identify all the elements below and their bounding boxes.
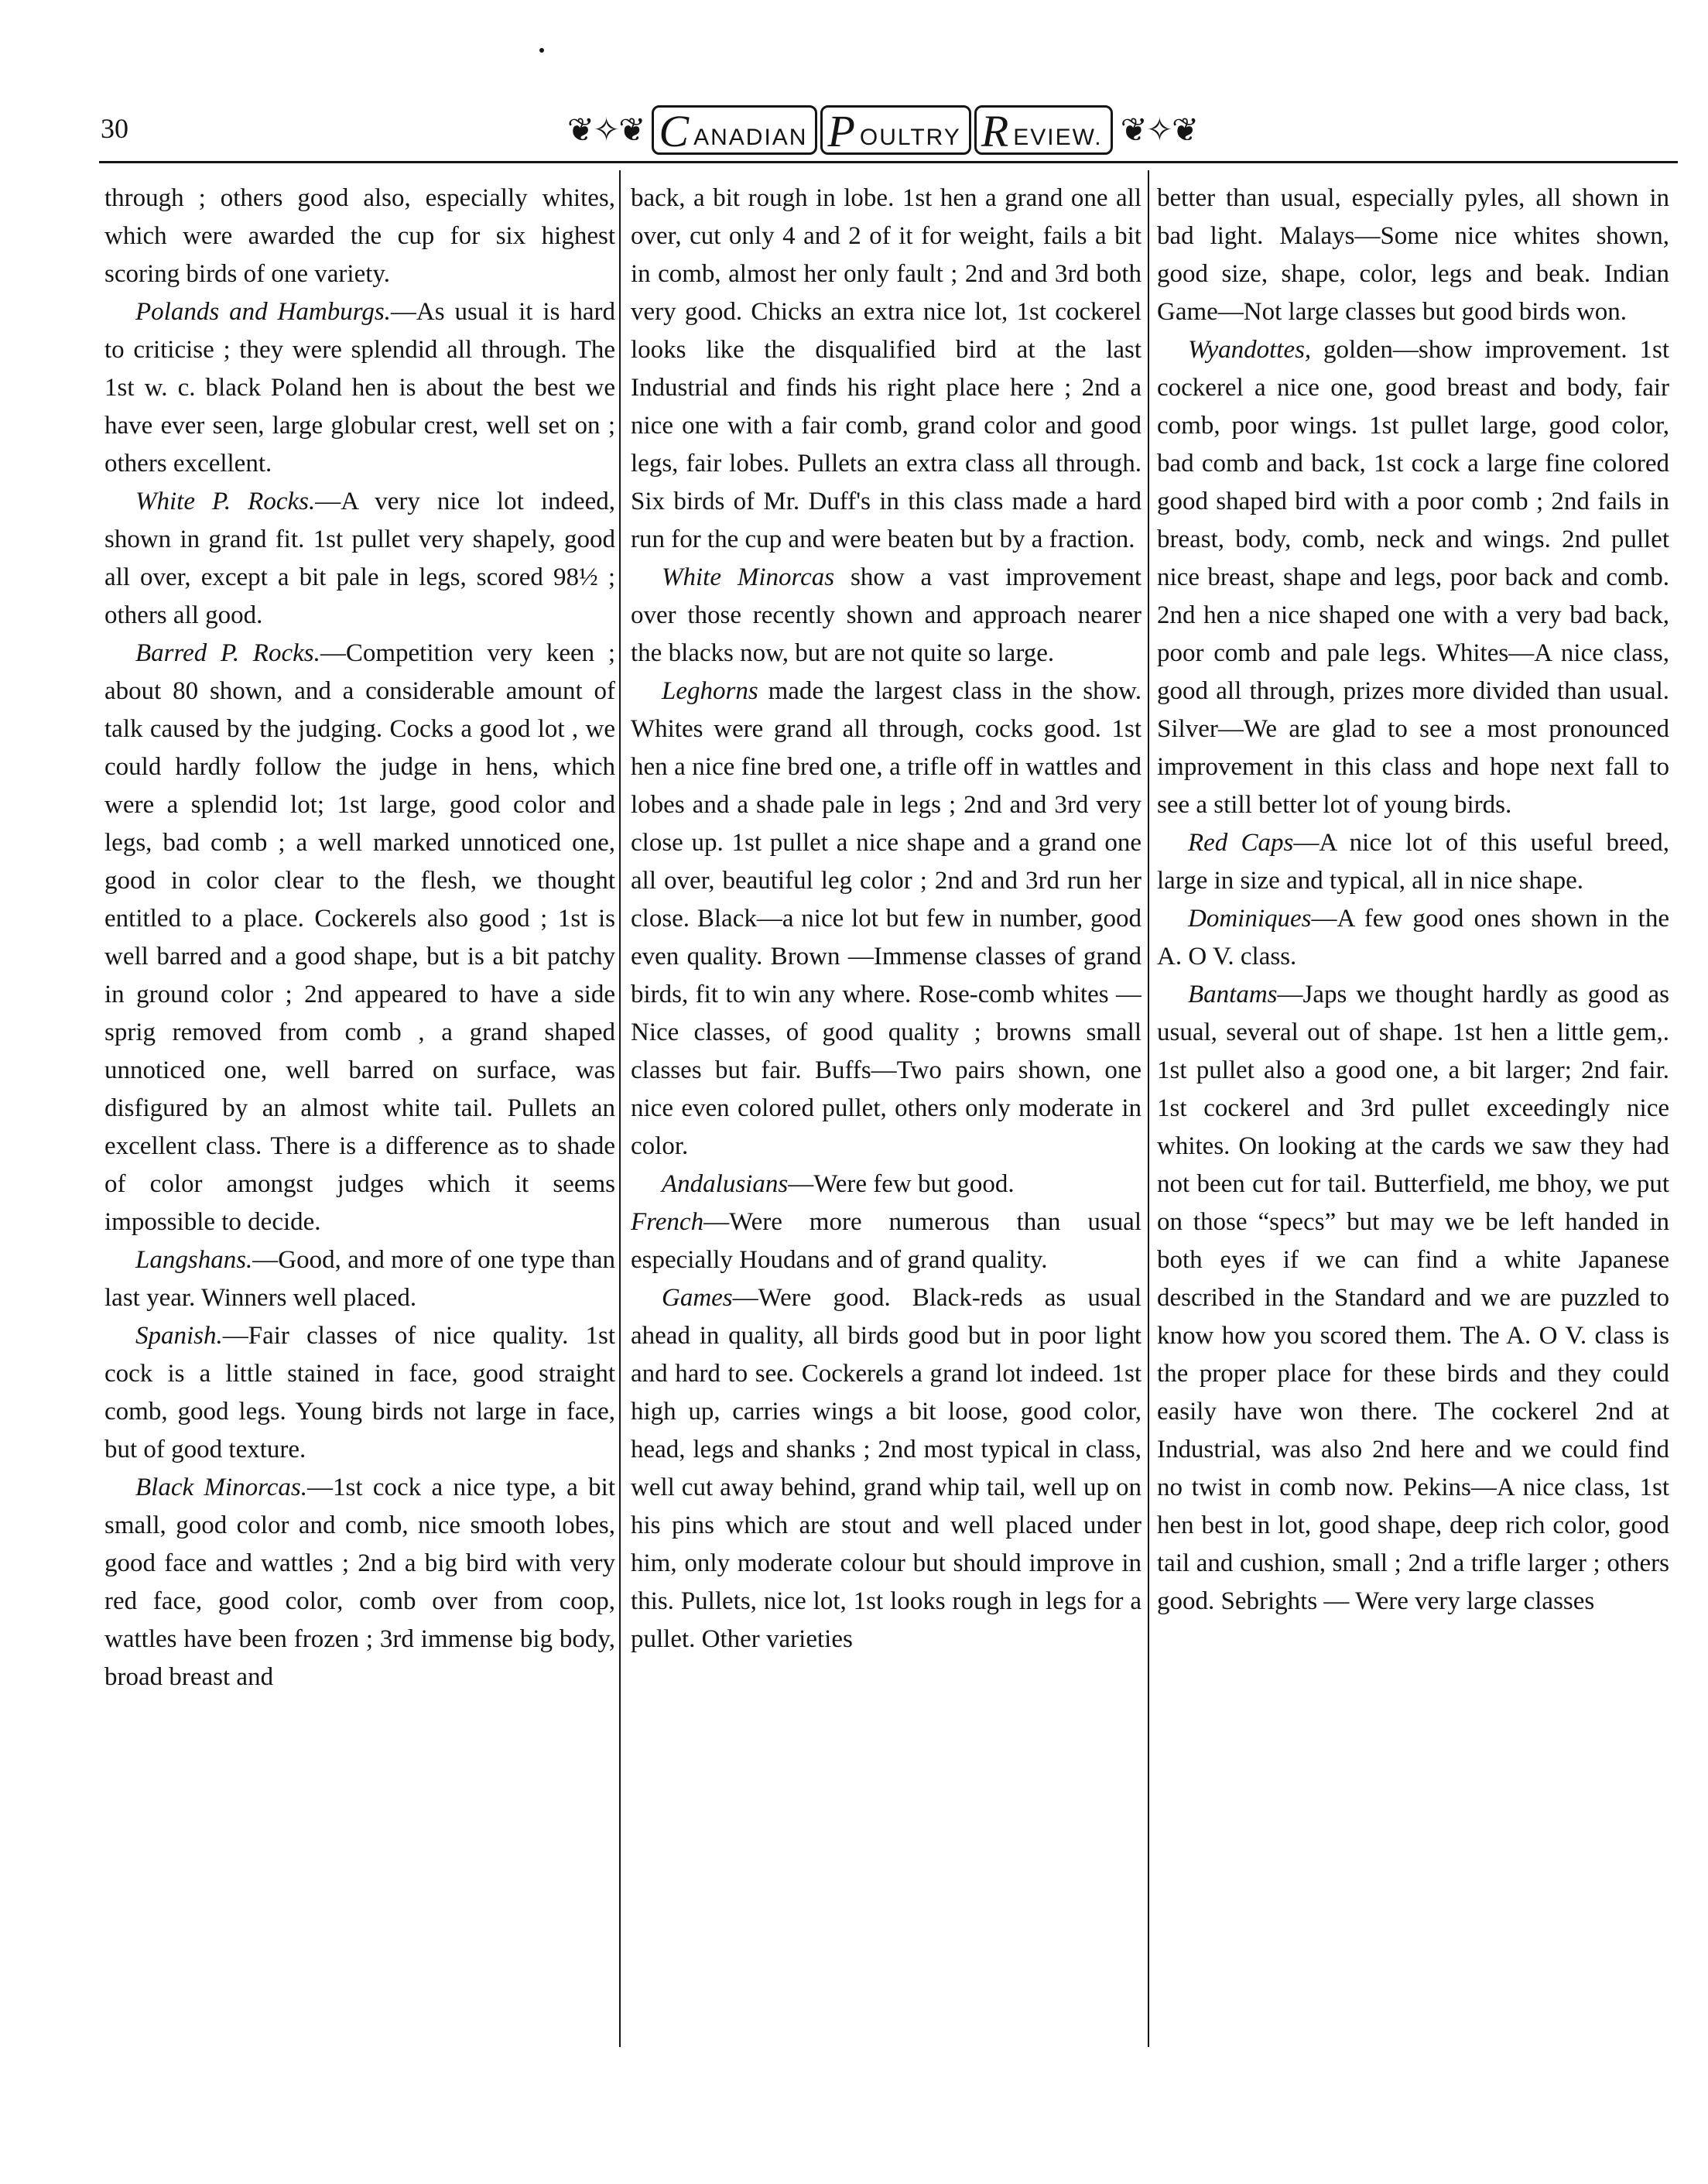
- section-heading: Andalusians: [662, 1170, 789, 1198]
- paragraph-text: —A nice lot of this useful breed, large in size and typical, all in nice shape.: [1157, 829, 1669, 895]
- paragraph: [631, 1203, 1142, 1279]
- section-heading: Barred P. Rocks.: [135, 639, 320, 667]
- left-ornament-icon: ❦✧❦: [566, 113, 645, 149]
- section-heading: Dominiques: [1188, 905, 1312, 933]
- paragraph-text: show a vast improvement over those recently shown and approach nearer the blacks now, but are not quite so large.: [631, 563, 1142, 667]
- section-heading: Wyandottes,: [1188, 336, 1312, 364]
- column-2: [631, 180, 1142, 2052]
- paragraph-text: —Japs we thought hardly as good as usual, several out of shape. 1st hen a little gem,. 1st pullet also a good one, a bit larger; 2nd fair. 1st cockerel and 3rd pullet exceedingly nice whites. On looking at the cards we saw they had not been cut for tail. Butterfield, me bhoy, we put on those “specs” but may we be left handed in both eyes if we can find a white Japanese described in the Standard and we are puzzled to know how you scored them. The A. O V. class is the proper place for these birds and they could easily have won there. The cockerel 2nd at Industrial, was also 2nd here and we could find no twist in comb now. Pekins—A nice class, 1st hen best in lot, good shape, deep rich color, good tail and cushion, small ; 2nd a trifle larger ; others good. Sebrights — Were very large classes: [1157, 981, 1669, 1615]
- section-heading: Games: [662, 1284, 733, 1312]
- section-heading: Bantams: [1188, 981, 1278, 1008]
- paragraph-text: —A few good ones shown in the A. O V. class.: [1157, 905, 1669, 970]
- paragraph-text: made the largest class in the show. Whites were grand all through, cocks good. 1st hen a nice fine bred one, a trifle off in wattles and lobes and a shade pale in legs ; 2nd and 3rd very close up. 1st pullet a nice shape and a grand one all over, beautiful leg color ; 2nd and 3rd run her close. Black—a nice lot but few in number, good even quality. Brown —Immense classes of grand birds, fit to win any where. Rose-comb whites —Nice classes, of good quality ; browns small classes but fair. Buffs—Two pairs shown, one nice even colored pullet, others only moderate in color.: [631, 677, 1142, 1160]
- paragraph: [1157, 824, 1669, 900]
- title-word-1: C ANADIAN: [652, 105, 817, 155]
- paragraph: [104, 635, 615, 1241]
- paragraph: [1157, 976, 1669, 1621]
- paragraph-text: —1st cock a nice type, a bit small, good color and comb, nice smooth lobes, good face and wattles ; 2nd a big bird with very red face, good color, comb over from coop, wattles have been frozen ; 3rd immense big body, broad breast and: [104, 1474, 615, 1691]
- column-divider: [619, 170, 621, 2047]
- ink-speck: [539, 48, 544, 53]
- paragraph-text: golden—show improvement. 1st cockerel a nice one, good breast and body, fair comb, poor wings. 1st pullet large, good color, bad comb and back, 1st cock a large fine colored good shaped bird with a poor comb ; 2nd fails in breast, body, comb, neck and wings. 2nd pullet nice breast, shape and legs, poor back and comb. 2nd hen a nice shaped one with a very bad back, poor comb and pale legs. Whites—A nice class, good all through, prizes more divided than usual. Silver—We are glad to see a most pronounced improvement in this class and hope next fall to see a still better lot of young birds.: [1157, 336, 1669, 819]
- section-heading: Langshans.: [135, 1246, 253, 1274]
- paragraph-text: —Were good. Black-reds as usual ahead in quality, all birds good but in poor light and hard to see. Cockerels a grand lot indeed. 1st high up, carries wings a bit loose, good color, head, legs and shanks ; 2nd most typical in class, well cut away behind, grand whip tail, well up on his pins which are stout and well placed under him, only moderate colour but should improve in this. Pullets, nice lot, 1st looks rough in legs for a pullet. Other varieties: [631, 1284, 1142, 1653]
- paragraph-text: —A very nice lot indeed, shown in grand fit. 1st pullet very shapely, good all over, except a bit pale in legs, scored 98½ ; others all good.: [104, 488, 615, 629]
- column-3: [1157, 180, 1669, 2052]
- section-heading: Polands and Hamburgs.: [135, 298, 391, 326]
- paragraph-text: —Competition very keen ; about 80 shown, and a considerable amount of talk caused by the judging. Cocks a good lot , we could hardly follow the judge in hens, which were a splendid lot; 1st large, good color and legs, bad comb ; a well marked unnoticed one, good in color clear to the flesh, we thought entitled to a place. Cockerels also good ; 1st is well barred and a good shape, but is a bit patchy in ground color ; 2nd appeared to have a side sprig removed from comb , a grand shaped unnoticed one, well barred on surface, was disfigured by an almost white tail. Pullets an excellent class. There is a difference as to shade of color amongst judges which it seems impossible to decide.: [104, 639, 615, 1236]
- right-ornament-icon: ❦✧❦: [1120, 113, 1198, 149]
- paragraph-text: back, a bit rough in lobe. 1st hen a grand one all over, cut only 4 and 2 of it for weight, fails a bit in comb, almost her only fault ; 2nd and 3rd both very good. Chicks an extra nice lot, 1st cockerel looks like the disqualified bird at the last Industrial and finds his right place here ; 2nd a nice one with a fair comb, grand color and good legs, fair lobes. Pullets an extra class all through. Six birds of Mr. Duff's in this class made a hard run for the cup and were beaten but by a fraction.: [631, 184, 1142, 553]
- section-heading: French: [631, 1208, 704, 1236]
- title-word-3: R EVIEW.: [974, 105, 1113, 155]
- paragraph: [104, 1469, 615, 1696]
- title-word-2: P OULTRY: [820, 105, 970, 155]
- paragraph: [104, 1317, 615, 1469]
- masthead-title: [652, 105, 1112, 155]
- header-rule: [99, 161, 1678, 163]
- section-heading: Black Minorcas.: [135, 1474, 307, 1501]
- paragraph: [631, 180, 1142, 559]
- paragraph: [104, 1241, 615, 1317]
- section-heading: White Minorcas: [662, 563, 835, 591]
- paragraph-text: —Were more numerous than usual especially Houdans and of grand quality.: [631, 1208, 1142, 1274]
- paragraph-text: through ; others good also, especially whites, which were awarded the cup for six highest scoring birds of one variety.: [104, 184, 615, 288]
- paragraph-text: better than usual, especially pyles, all shown in bad light. Malays—Some nice whites shown, good size, shape, color, legs and beak. Indian Game—Not large classes but good birds won.: [1157, 184, 1669, 326]
- masthead: [566, 103, 1198, 157]
- paragraph: [1157, 331, 1669, 824]
- paragraph: [631, 559, 1142, 673]
- column-divider: [1148, 170, 1149, 2047]
- paragraph: [104, 180, 615, 293]
- paragraph-text: —As usual it is hard to criticise ; they were splendid all through. The 1st w. c. black Poland hen is about the best we have ever seen, large globular crest, well set on ; others excellent.: [104, 298, 615, 478]
- paragraph-text: —Fair classes of nice quality. 1st cock is a little stained in face, good straight comb, good legs. Young birds not large in face, but of good texture.: [104, 1322, 615, 1463]
- paragraph: [1157, 900, 1669, 976]
- paragraph: [631, 1279, 1142, 1659]
- section-heading: Leghorns: [662, 677, 758, 705]
- paragraph-text: —Were few but good.: [788, 1170, 1015, 1198]
- section-heading: Spanish.: [135, 1322, 223, 1350]
- section-heading: White P. Rocks.: [135, 488, 316, 515]
- paragraph-text: —Good, and more of one type than last year. Winners well placed.: [104, 1246, 615, 1312]
- page-number: 30: [101, 113, 128, 144]
- column-1: [104, 180, 615, 2052]
- paragraph: [104, 483, 615, 635]
- paragraph: [1157, 180, 1669, 331]
- paragraph: [104, 293, 615, 483]
- section-heading: Red Caps: [1188, 829, 1294, 857]
- paragraph: [631, 1166, 1142, 1203]
- paragraph: [631, 673, 1142, 1166]
